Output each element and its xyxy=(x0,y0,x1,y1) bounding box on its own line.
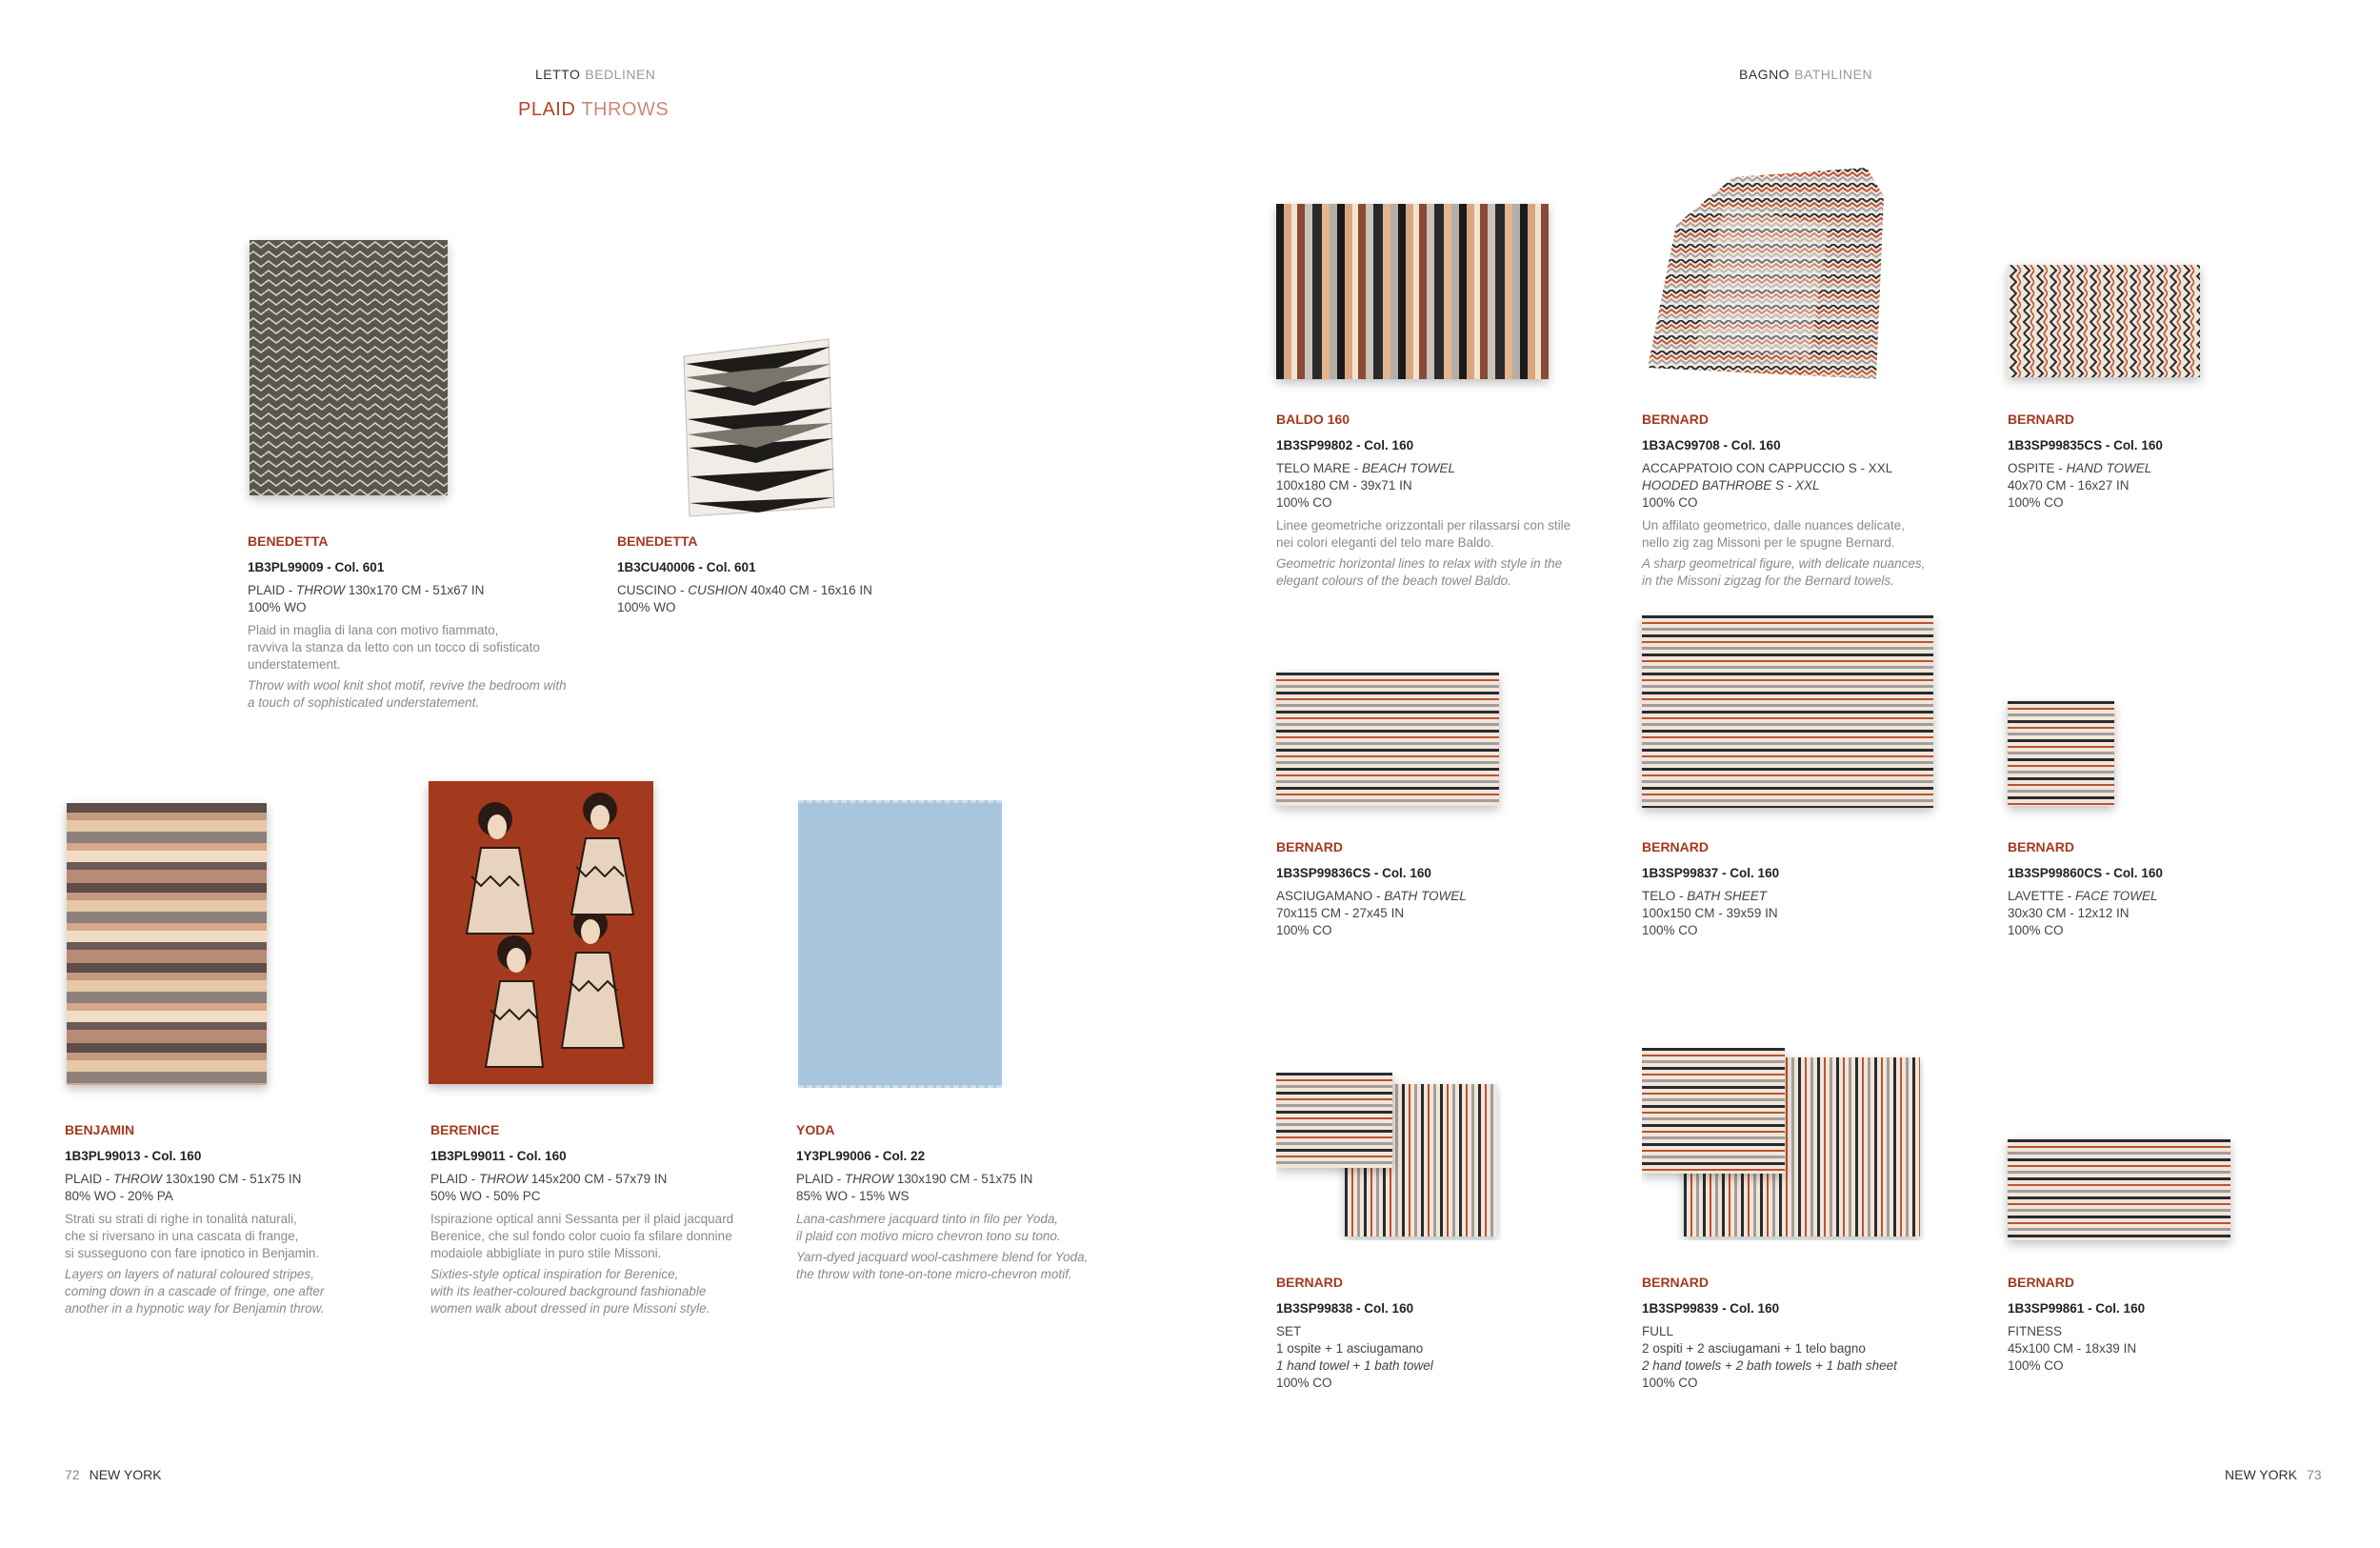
desc-line: modaiole abbigliate in puro stile Missoni. xyxy=(430,1246,662,1260)
page-number: 73 xyxy=(2306,1467,2322,1482)
bernard-set-image xyxy=(1276,1073,1501,1240)
bathrobe-graphic xyxy=(1638,168,1884,379)
type-it: LAVETTE - xyxy=(2008,889,2076,903)
flame-pattern xyxy=(250,240,448,495)
desc-line: il plaid con motivo micro chevron tono su tono. xyxy=(796,1229,1061,1243)
size: 70x115 CM - 27x45 IN xyxy=(1276,906,1405,920)
page-title-it: PLAID xyxy=(518,99,576,120)
size: 100x180 CM - 39x71 IN xyxy=(1276,478,1412,493)
composition: 100% WO xyxy=(617,600,676,614)
bernard-bath-sheet-image xyxy=(1642,615,1933,808)
type-it: PLAID - xyxy=(65,1172,114,1186)
product-name: BERNARD xyxy=(1276,1275,1343,1290)
benedetta-throw-image xyxy=(250,240,448,495)
description-en xyxy=(1276,555,1619,590)
bernard-fitness-image xyxy=(2008,1139,2230,1240)
product-name: BALDO 160 xyxy=(1276,412,1350,427)
product-type xyxy=(1642,888,1928,905)
berenice-throw-image xyxy=(429,781,653,1084)
composition: 100% CO xyxy=(1276,1376,1332,1390)
size: 130x170 CM - 51x67 IN xyxy=(345,583,485,597)
type-en: THROW xyxy=(845,1172,894,1186)
set-contents-it: 2 ospiti + 2 asciugamani + 1 telo bagno xyxy=(1642,1341,1866,1356)
desc-line: Berenice, che sul fondo color cuoio fa sfilare donnine xyxy=(430,1229,732,1243)
product-name: BERNARD xyxy=(1276,839,1343,854)
page-number: 72 xyxy=(65,1467,80,1482)
desc-line: Layers on layers of natural coloured stripes, xyxy=(65,1267,314,1281)
desc-line: with its leather-coloured background fashionable xyxy=(430,1284,707,1298)
women-pattern xyxy=(429,781,653,1084)
type-en: THROW xyxy=(113,1172,163,1186)
composition: 100% CO xyxy=(1642,495,1698,510)
product-code: 1B3SP99835CS - Col. 160 xyxy=(2008,438,2163,452)
cushion-graphic xyxy=(678,335,836,518)
product-yoda xyxy=(796,1121,1139,1283)
desc-line: women walk about dressed in pure Missoni style. xyxy=(430,1301,710,1316)
desc-line: A sharp geometrical figure, with delicate nuances, xyxy=(1642,556,1926,571)
desc-line: Un affilato geometrico, dalle nuances delicate, xyxy=(1642,518,1905,533)
desc-line: nello zig zag Missoni per le spugne Bernard. xyxy=(1642,535,1895,550)
product-bernard-hand-towel xyxy=(2008,411,2293,512)
desc-line: elegant colours of the beach towel Baldo. xyxy=(1276,573,1511,588)
product-type xyxy=(1276,460,1619,477)
folio-right xyxy=(2225,1467,2322,1482)
bernard-face-towel-image xyxy=(2008,701,2114,806)
desc-line: nei colori eleganti del telo mare Baldo. xyxy=(1276,535,1494,550)
product-name: BERNARD xyxy=(1642,1275,1709,1290)
product-type xyxy=(248,582,590,599)
benedetta-cushion-image xyxy=(678,335,836,518)
desc-line: Geometric horizontal lines to relax with style in the xyxy=(1276,556,1563,571)
composition: 80% WO - 20% PA xyxy=(65,1189,173,1203)
composition: 100% CO xyxy=(1642,923,1698,937)
desc-line: a touch of sophisticated understatement. xyxy=(248,695,480,710)
desc-line: Ispirazione optical anni Sessanta per il plaid jacquard xyxy=(430,1212,734,1226)
product-name: BENEDETTA xyxy=(248,533,329,549)
desc-line: the throw with tone-on-tone micro-chevron motif. xyxy=(796,1267,1072,1281)
composition: 100% CO xyxy=(2008,495,2064,510)
size: 145x200 CM - 57x79 IN xyxy=(528,1172,668,1186)
type-en: HAND TOWEL xyxy=(2066,461,2152,475)
product-code: 1B3PL99011 - Col. 160 xyxy=(430,1149,567,1163)
product-code: 1B3SP99836CS - Col. 160 xyxy=(1276,866,1431,880)
product-name: BERNARD xyxy=(1642,412,1709,427)
description-it xyxy=(1642,517,1985,552)
product-bernard-bath-towel xyxy=(1276,838,1562,939)
type-en: BATH SHEET xyxy=(1687,889,1768,903)
description-en xyxy=(65,1266,379,1317)
composition: 100% CO xyxy=(2008,923,2064,937)
product-type-it: ACCAPPATOIO CON CAPPUCCIO S - XXL xyxy=(1642,461,1893,475)
type-en: THROW xyxy=(479,1172,529,1186)
product-code: 1B3SP99861 - Col. 160 xyxy=(2008,1301,2146,1316)
composition: 100% CO xyxy=(1642,1376,1698,1390)
description-it xyxy=(1276,517,1619,552)
size: 130x190 CM - 51x75 IN xyxy=(162,1172,302,1186)
product-type xyxy=(430,1171,764,1188)
desc-line: coming down in a cascade of fringe, one after xyxy=(65,1284,325,1298)
section-label-en: BEDLINEN xyxy=(585,67,656,82)
product-name: BERENICE xyxy=(430,1122,500,1137)
type-it: PLAID - xyxy=(796,1172,846,1186)
description-en xyxy=(1642,555,1985,590)
product-benedetta-throw xyxy=(248,533,590,712)
description-it xyxy=(65,1211,379,1262)
product-name: BENEDETTA xyxy=(617,533,698,549)
size: 40x40 CM - 16x16 IN xyxy=(747,583,872,597)
size: 100x150 CM - 39x59 IN xyxy=(1642,906,1778,920)
zigzag-pattern xyxy=(2008,265,2200,377)
product-code: 1B3SP99838 - Col. 160 xyxy=(1276,1301,1414,1316)
set-label: FULL xyxy=(1642,1324,1674,1338)
type-it: OSPITE - xyxy=(2008,461,2067,475)
desc-line: Yarn-dyed jacquard wool-cashmere blend for Yoda, xyxy=(796,1250,1089,1264)
desc-line: ravviva la stanza da letto con un tocco di sofisticato xyxy=(248,640,540,654)
type-it: ASCIUGAMANO - xyxy=(1276,889,1385,903)
description-en xyxy=(248,677,590,712)
desc-line: Strati su strati di righe in tonalità naturali, xyxy=(65,1212,297,1226)
bernard-bathrobe-image xyxy=(1638,168,1884,379)
product-name: BERNARD xyxy=(1642,839,1709,854)
product-benjamin xyxy=(65,1121,379,1317)
product-name: BERNARD xyxy=(2008,839,2074,854)
set-label: SET xyxy=(1276,1324,1302,1338)
desc-line: Sixties-style optical inspiration for Berenice, xyxy=(430,1267,679,1281)
section-label-it: BAGNO xyxy=(1739,67,1790,82)
type-en: THROW xyxy=(296,583,346,597)
size: 45x100 CM - 18x39 IN xyxy=(2008,1341,2137,1356)
description-en xyxy=(796,1249,1139,1283)
desc-line: in the Missoni zigzag for the Bernard towels. xyxy=(1642,573,1894,588)
product-type xyxy=(2008,888,2293,905)
product-bernard-bathrobe xyxy=(1642,411,1985,590)
product-code: 1Y3PL99006 - Col. 22 xyxy=(796,1149,926,1163)
product-code: 1B3AC99708 - Col. 160 xyxy=(1642,438,1781,452)
yoda-throw-image xyxy=(798,800,1002,1088)
product-bernard-face-towel xyxy=(2008,838,2293,939)
composition: 100% WO xyxy=(248,600,307,614)
desc-line: Linee geometriche orizzontali per rilassarsi con stile xyxy=(1276,518,1571,533)
desc-line: understatement. xyxy=(248,657,341,672)
bernard-bath-towel-image xyxy=(1276,673,1499,806)
product-berenice xyxy=(430,1121,764,1317)
product-benedetta-cushion xyxy=(617,533,941,616)
size: 40x70 CM - 16x27 IN xyxy=(2008,478,2130,493)
product-type xyxy=(796,1171,1139,1188)
description-it xyxy=(430,1211,764,1262)
type-en: CUSHION xyxy=(688,583,748,597)
product-bernard-full xyxy=(1642,1274,1966,1392)
type-it: PLAID - xyxy=(430,1172,480,1186)
section-label-bedlinen xyxy=(535,67,655,82)
desc-line: another in a hypnotic way for Benjamin throw. xyxy=(65,1301,325,1316)
product-name: BERNARD xyxy=(2008,1275,2074,1290)
description-it xyxy=(248,622,590,673)
composition: 100% CO xyxy=(1276,923,1332,937)
type-en: FACE TOWEL xyxy=(2075,889,2158,903)
composition: 50% WO - 50% PC xyxy=(430,1189,541,1203)
product-code: 1B3PL99013 - Col. 160 xyxy=(65,1149,202,1163)
product-code: 1B3CU40006 - Col. 601 xyxy=(617,560,756,574)
type-it: CUSCINO - xyxy=(617,583,689,597)
product-type xyxy=(617,582,941,599)
folio-city: NEW YORK xyxy=(89,1467,162,1482)
size: 30x30 CM - 12x12 IN xyxy=(2008,906,2130,920)
product-type-en: HOODED BATHROBE S - XXL xyxy=(1642,478,1820,493)
size: 130x190 CM - 51x75 IN xyxy=(893,1172,1033,1186)
desc-line: Plaid in maglia di lana con motivo fiammato, xyxy=(248,623,499,637)
product-code: 1B3SP99860CS - Col. 160 xyxy=(2008,866,2163,880)
product-name: BERNARD xyxy=(2008,412,2074,427)
product-bernard-fitness xyxy=(2008,1274,2293,1375)
bernard-hand-towel-image xyxy=(2008,265,2200,377)
baldo-beach-towel-image xyxy=(1276,204,1549,379)
desc-line: Lana-cashmere jacquard tinto in filo per Yoda, xyxy=(796,1212,1059,1226)
set-contents-en: 2 hand towels + 2 bath towels + 1 bath sheet xyxy=(1642,1358,1897,1373)
folio-city: NEW YORK xyxy=(2225,1467,2297,1482)
folio-left xyxy=(65,1467,162,1482)
product-type xyxy=(65,1171,379,1188)
type-en: BATH TOWEL xyxy=(1384,889,1467,903)
product-type xyxy=(1276,888,1562,905)
product-code: 1B3PL99009 - Col. 601 xyxy=(248,560,385,574)
product-bernard-set xyxy=(1276,1274,1581,1392)
hand-towel-fold xyxy=(1276,1073,1392,1168)
section-label-en: BATHLINEN xyxy=(1794,67,1873,82)
product-code: 1B3SP99837 - Col. 160 xyxy=(1642,866,1780,880)
product-code: 1B3SP99839 - Col. 160 xyxy=(1642,1301,1780,1316)
product-name: BENJAMIN xyxy=(65,1122,135,1137)
page-title-en: THROWS xyxy=(581,99,670,120)
composition: 100% CO xyxy=(1276,495,1332,510)
product-bernard-bath-sheet xyxy=(1642,838,1928,939)
set-contents-en: 1 hand towel + 1 bath towel xyxy=(1276,1358,1433,1373)
description-it xyxy=(796,1211,1139,1245)
towel-stack-fold xyxy=(1642,1048,1785,1174)
product-baldo xyxy=(1276,411,1619,590)
page-title xyxy=(518,99,669,121)
section-label-bathlinen xyxy=(1739,67,1872,82)
bernard-full-image xyxy=(1642,1048,1924,1240)
desc-line: si susseguono con fare ipnotico in Benjamin. xyxy=(65,1246,320,1260)
desc-line: Throw with wool knit shot motif, revive the bedroom with xyxy=(248,678,567,693)
composition: 100% CO xyxy=(2008,1358,2064,1373)
benjamin-throw-image xyxy=(67,803,267,1085)
type-it: PLAID - xyxy=(248,583,297,597)
set-contents-it: 1 ospite + 1 asciugamano xyxy=(1276,1341,1424,1356)
composition: 85% WO - 15% WS xyxy=(796,1189,910,1203)
section-label-it: LETTO xyxy=(535,67,581,82)
description-en xyxy=(430,1266,764,1317)
desc-line: che si riversano in una cascata di frange, xyxy=(65,1229,299,1243)
product-name: YODA xyxy=(796,1122,835,1137)
type-it: TELO - xyxy=(1642,889,1688,903)
type-en: BEACH TOWEL xyxy=(1362,461,1456,475)
type-it: TELO MARE - xyxy=(1276,461,1363,475)
set-label: FITNESS xyxy=(2008,1324,2063,1338)
product-code: 1B3SP99802 - Col. 160 xyxy=(1276,438,1414,452)
product-type xyxy=(2008,460,2293,477)
